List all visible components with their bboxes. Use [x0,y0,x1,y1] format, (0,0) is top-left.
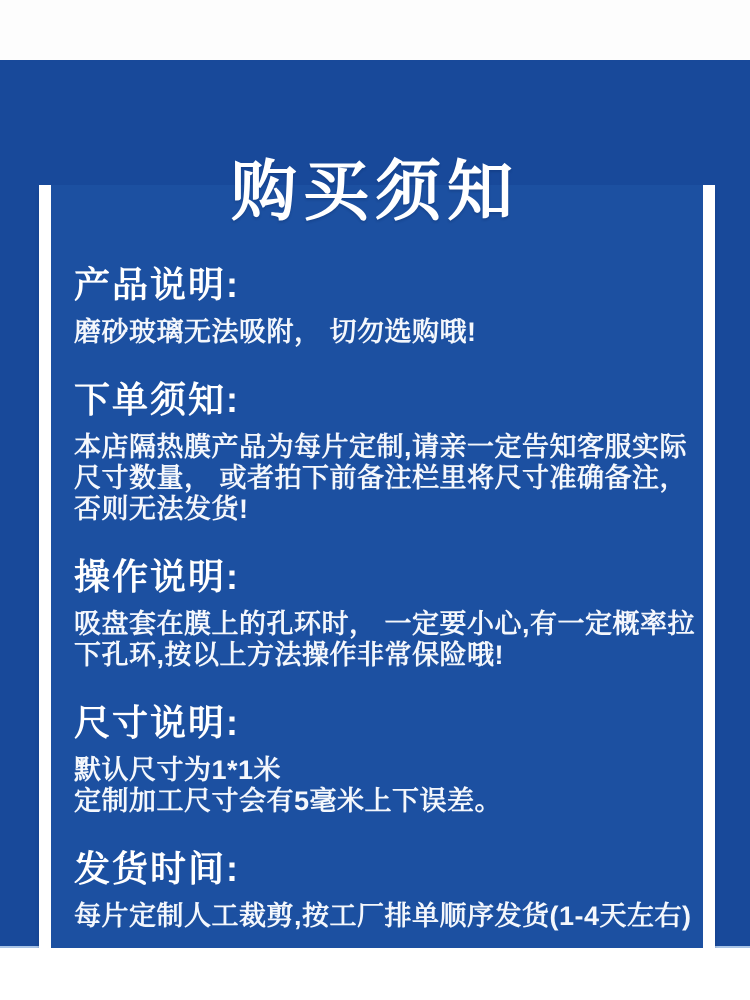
notice-section-product [74,263,694,348]
notice-blue-panel [0,60,750,948]
section-text-line: 吸盘套在膜上的孔环时， 一定要小心,有一定概率拉 [74,609,696,639]
poster-title: 购买须知 [231,154,519,228]
notice-section-operation [74,555,694,671]
notice-section-shipping [74,847,694,932]
section-text-line: 每片定制人工裁剪,按工厂排单顺序发货(1-4天左右) [74,901,692,931]
section-text-line: 磨砂玻璃无法吸附， 切勿选购哦! [74,317,477,347]
section-text-line: 下孔环,按以上方法操作非常保险哦! [74,640,504,670]
section-text-line: 默认尺寸为1*1米 [74,755,282,785]
section-text-line: 本店隔热膜产品为每片定制,请亲一定告知客服实际 [74,432,688,462]
section-heading: 发货时间: [74,848,240,889]
bottom-white-margin [0,948,750,1000]
section-heading: 产品说明: [74,264,240,305]
section-text-line: 尺寸数量， 或者拍下前备注栏里将尺寸准确备注， [74,463,688,493]
top-white-margin [0,0,750,60]
section-heading: 下单须知: [74,379,240,420]
section-heading: 尺寸说明: [74,702,240,743]
section-heading: 操作说明: [74,556,240,597]
notice-section-size [74,701,694,817]
notice-content [74,263,694,932]
section-text-line: 否则无法发货! [74,494,249,524]
section-text-line: 定制加工尺寸会有5毫米上下误差。 [74,786,503,816]
notice-section-order [74,378,694,525]
